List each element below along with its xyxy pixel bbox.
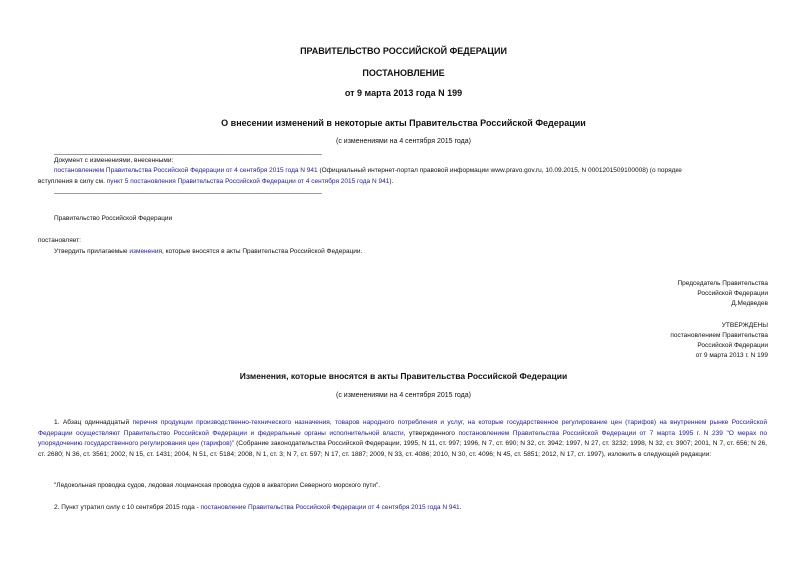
p2-link-decree-941[interactable]: постановление Правительства Российской Федерации от 4 сентября 2015 года N 941 (200, 504, 460, 511)
divider-top (54, 154, 322, 155)
amended-note: (с изменениями на 4 сентября 2015 года) (336, 138, 471, 145)
decree-word: постановляет: (38, 237, 81, 244)
paragraph-1 (38, 418, 767, 460)
changes-title: Изменения, которые вносятся в акты Правительства Российской Федерации (239, 371, 568, 381)
amendment-text-1: (Официальный интернет-портал правовой информации www.pravo.gov.ru, 10.09.2015, N 0001201509100008) (о порядке (317, 167, 682, 174)
p1-link-decree-239[interactable]: постановлением Правительства Российской Федерации от 7 марта 1995 г. N 239 "О мерах по упорядочению государственного регулирования цен (тарифов)" (38, 429, 767, 447)
signature-line-1: Председатель Правительства (677, 280, 768, 287)
approved-line-3: Российской Федерации (697, 342, 768, 349)
signature-line-2: Российской Федерации (697, 290, 768, 297)
approve-line (54, 247, 362, 257)
amendment-text-2: вступления в силу см. (38, 178, 105, 185)
signature-line-3: Д.Медведев (731, 300, 768, 307)
amendment-link-point-5[interactable]: пункт 5 постановления Правительства Российской Федерации от 4 сентября 2015 года N 941 (106, 178, 390, 185)
amendment-link-decree-941[interactable]: постановлением Правительства Российской Федерации от 4 сентября 2015 года N 941 (54, 167, 318, 174)
quote-line: "Ледокольная проводка судов, ледовая лоцманская проводка судов в акватории Северного морского пути". (54, 482, 381, 489)
date-number-heading: от 9 марта 2013 года N 199 (344, 88, 463, 98)
approved-line-1: УТВЕРЖДЕНЫ (721, 322, 768, 329)
government-heading: ПРАВИТЕЛЬСТВО РОССИЙСКОЙ ФЕДЕРАЦИИ (300, 46, 507, 56)
amendment-text-3: ). (389, 178, 394, 185)
approved-line-2: постановлением Правительства (670, 332, 768, 339)
approve-text-post: , которые вносятся в акты Правительства Российской Федерации. (162, 248, 363, 255)
approve-text-pre: Утвердить прилагаемые (54, 248, 130, 255)
approve-link-changes[interactable]: изменения (129, 248, 162, 255)
p2-text-pre: 2. Пункт утратил силу с 10 сентября 2015 года - (54, 504, 201, 511)
document-title: О внесении изменений в некоторые акты Правительства Российской Федерации (221, 118, 586, 128)
government-line: Правительство Российской Федерации (54, 215, 173, 222)
approved-line-4: от 9 марта 2013 г. N 199 (695, 352, 768, 359)
changes-amended-note: (с изменениями на 4 сентября 2015 года) (336, 392, 471, 399)
doc-type-heading: ПОСТАНОВЛЕНИЕ (362, 68, 445, 78)
p1-link-list[interactable]: перечня продукции производственно-технического назначения, товаров народного потребления и услуг, на которые государственное регулирование цен (тарифов) на внутреннем рынке Российской Федерации осуществляют Правительство Российской Федерации и федеральные органы исполнительной власти (38, 419, 767, 437)
p1-text-mid: , утвержденного (403, 429, 459, 437)
amendment-line-1 (54, 166, 767, 176)
amendment-line-2 (38, 177, 393, 187)
p2-text-post: . (459, 504, 462, 511)
paragraph-2 (54, 503, 461, 513)
p1-text-pre: 1. Абзац одиннадцатый (54, 419, 133, 426)
p1-text-post: (Собрание законодательства Российской Федерации, 1995, N 11, ст. 997; 1996, N 7, ст. 690; N 32, ст. 3942; 1997, N 27, ст. 3232; 1998, N 32, ст. 3907; 2001, N 7, ст. 656; N 26, ст. 2680; N 36, ст. 3561; 2002, N 15, ст. 1431; 2004, N 51, ст. 5184; 2008, N 1, ст. 3; N 7, ст. 597; N 17, ст. 1887; 2009, N 33, ст. 4086; 2010, N 30, ст. 4096; N 45, ст. 5851; 2012, N 17, ст. 1997), изложить в следующей редакции: (38, 440, 768, 458)
divider-bottom (54, 193, 322, 194)
amendment-label: Документ с изменениями, внесенными: (54, 157, 174, 164)
